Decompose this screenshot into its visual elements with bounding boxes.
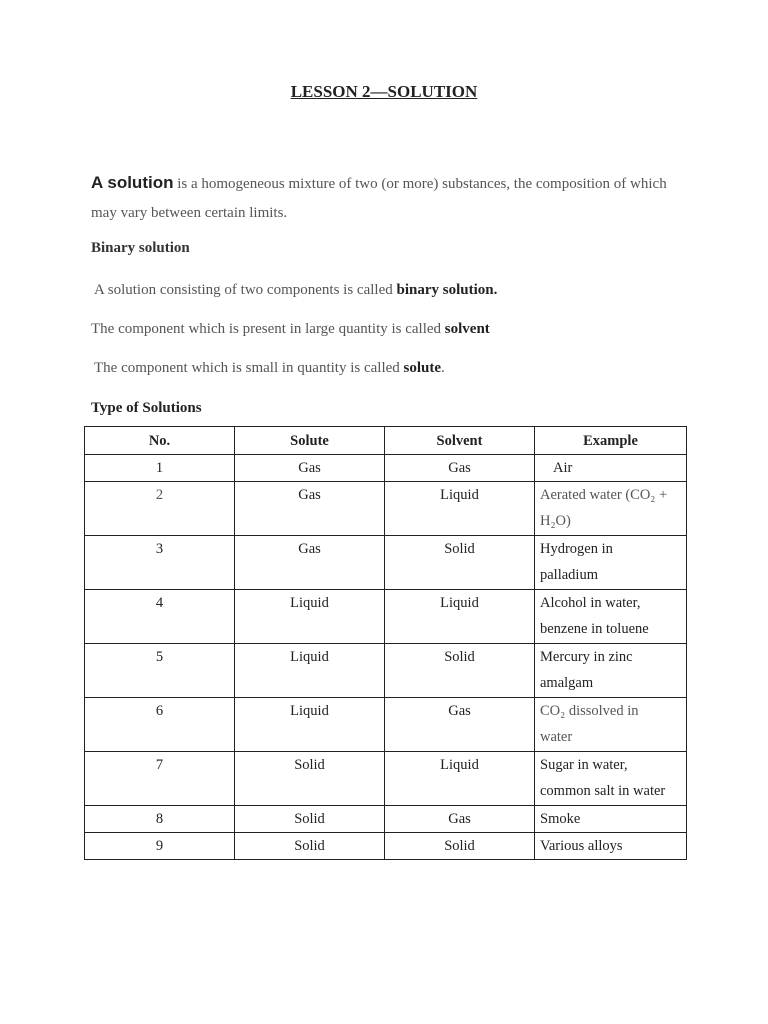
cell-no: 3 [85,536,235,590]
cell-example [535,806,687,833]
cell-no: 6 [85,698,235,752]
cell-solvent: Liquid [385,482,535,536]
types-of-solutions-heading: Type of Solutions [91,400,202,416]
example-line2: benzene in toluene [540,621,649,637]
cell-no: 2 [85,482,235,536]
cell-no: 5 [85,644,235,698]
table-row [85,752,687,806]
example-line1: Hydrogen in [540,541,613,557]
cell-example [535,455,687,482]
cell-solvent: Solid [385,644,535,698]
cell-solute: Liquid [235,698,385,752]
example-line1: Air [553,460,573,476]
cell-solute: Liquid [235,644,385,698]
cell-solute: Solid [235,833,385,860]
cell-no: 4 [85,590,235,644]
example-line2: water [540,729,573,745]
cell-solute: Liquid [235,590,385,644]
binary-solution-definition [94,276,694,305]
cell-solute: Gas [235,536,385,590]
table-row [85,806,687,833]
table-row [85,644,687,698]
solutions-table [84,426,687,860]
table-header-row [85,427,687,455]
cell-no: 9 [85,833,235,860]
cell-solvent: Gas [385,698,535,752]
example-line1: CO₂ dissolved in [540,703,639,719]
table-row [85,455,687,482]
header-solute: Solute [235,427,385,455]
cell-solute: Solid [235,752,385,806]
example-line1: Various alloys [540,838,623,854]
table-row [85,698,687,752]
cell-solvent: Gas [385,806,535,833]
solvent-text: The component which is present in large quantity is called [91,321,445,337]
cell-solvent: Gas [385,455,535,482]
cell-no: 8 [85,806,235,833]
example-line1: Alcohol in water, [540,595,641,611]
example-line2: amalgam [540,675,594,691]
cell-no: 1 [85,455,235,482]
solute-text: The component which is small in quantity is called [94,360,404,376]
solute-end: . [441,360,445,376]
cell-solvent: Liquid [385,590,535,644]
example-line2: common salt in water [540,783,666,799]
binary-solution-heading: Binary solution [91,240,190,256]
cell-solvent: Solid [385,536,535,590]
solution-text-line1: is a homogeneous mixture of two (or more) substances, the composition of which [173,176,667,192]
example-line2: H₂O) [540,513,571,529]
example-line1: Smoke [540,811,581,827]
binary-term: binary solution. [396,282,498,298]
page-title: LESSON 2—SOLUTION [290,82,478,101]
cell-example [535,482,687,536]
cell-example [535,698,687,752]
solute-term: solute [403,360,442,376]
table-row [85,536,687,590]
cell-no: 7 [85,752,235,806]
cell-solvent: Liquid [385,752,535,806]
cell-solute: Solid [235,806,385,833]
example-line1: Aerated water (CO₂ + [540,487,668,503]
solution-definition [91,168,691,228]
header-no: No. [85,427,235,455]
solvent-term: solvent [444,321,490,337]
cell-example [535,536,687,590]
table-row [85,590,687,644]
header-example: Example [535,427,687,455]
cell-example [535,644,687,698]
binary-text: A solution consisting of two components is called [94,282,397,298]
solution-text-line2: may vary between certain limits. [91,205,288,221]
cell-solvent: Solid [385,833,535,860]
cell-example [535,833,687,860]
table-row [85,482,687,536]
cell-example [535,752,687,806]
cell-solute: Gas [235,455,385,482]
example-line1: Sugar in water, [540,757,628,773]
example-line1: Mercury in zinc [540,649,633,665]
cell-solute: Gas [235,482,385,536]
solvent-definition [91,315,691,344]
header-solvent: Solvent [385,427,535,455]
solution-term: A solution [91,173,174,192]
table-row [85,833,687,860]
cell-example [535,590,687,644]
solute-definition [94,354,694,383]
example-line2: palladium [540,567,598,583]
